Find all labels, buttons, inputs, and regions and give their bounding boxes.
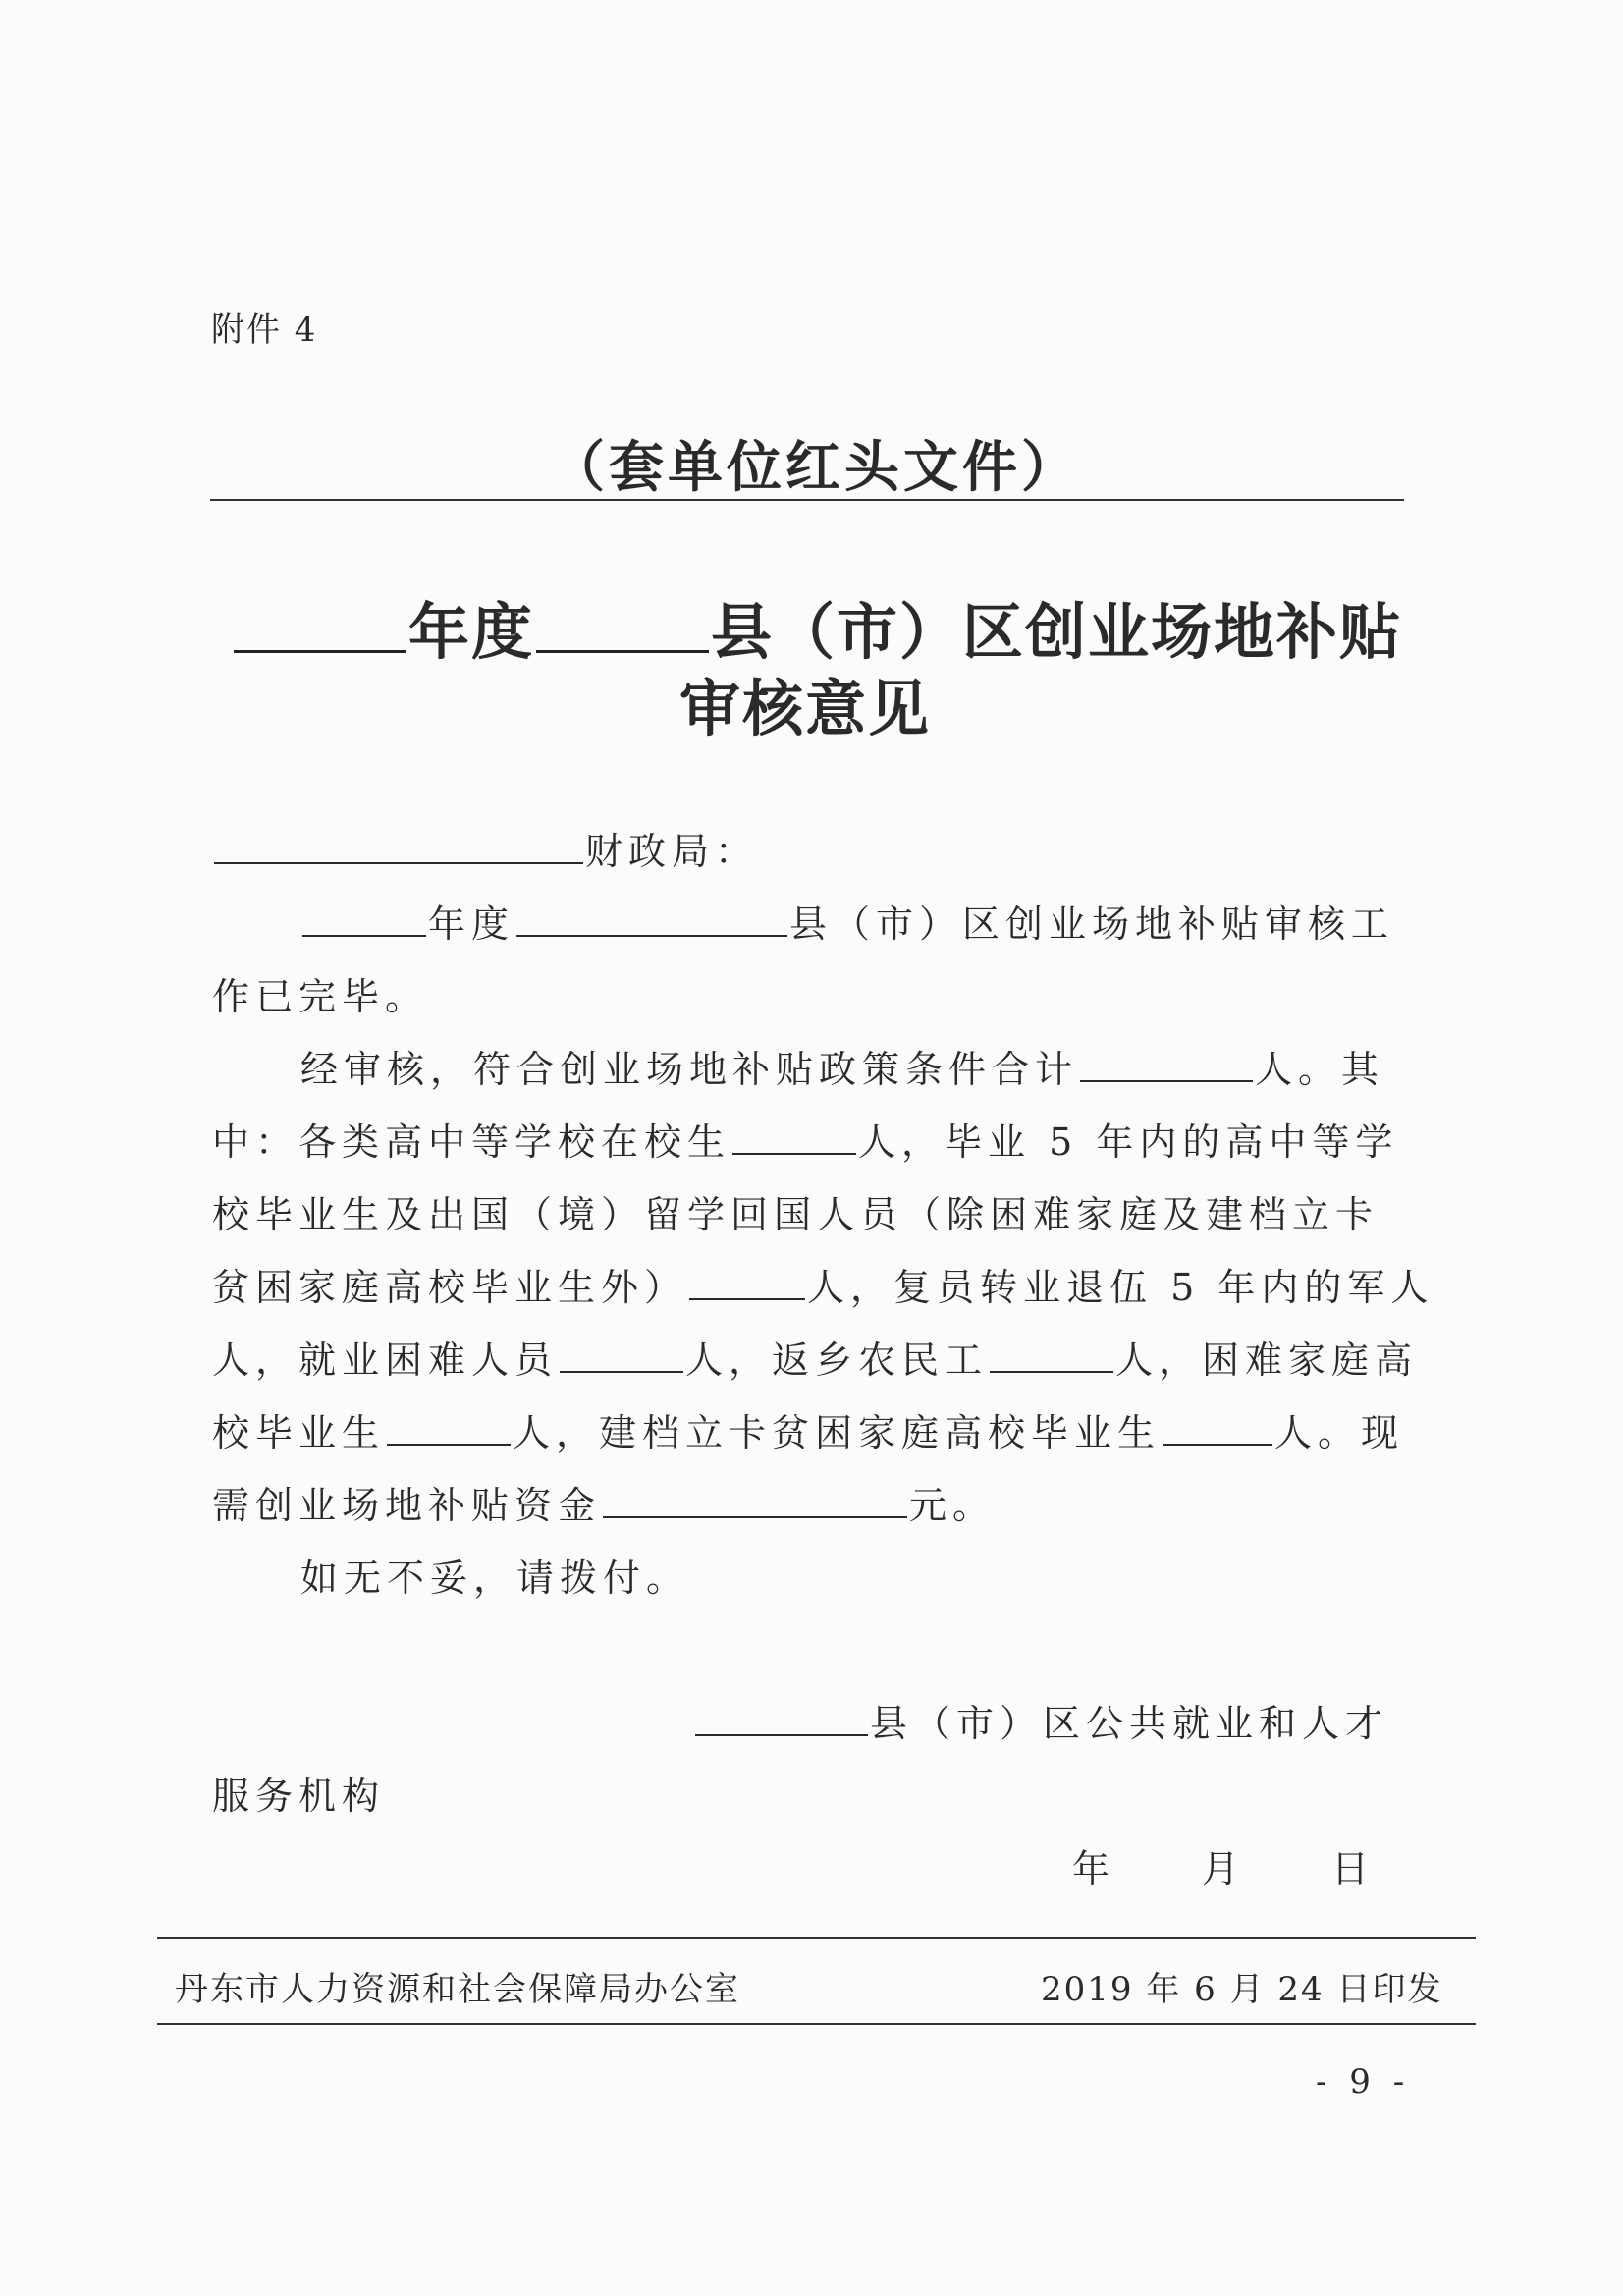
addressee-line — [212, 821, 758, 875]
signature-line2: 服务机构 — [212, 1775, 386, 1818]
footer-rule-top — [157, 1937, 1476, 1939]
para2-l5a: 人，就业困难人员 — [212, 1339, 559, 1382]
para2-l4a: 贫困家庭高校毕业生外） — [212, 1266, 688, 1309]
addressee-blank — [214, 861, 583, 864]
para2-line1 — [300, 1039, 1384, 1093]
para2-l4b: 人，复员转业退伍 5 年内的军人 — [807, 1266, 1434, 1309]
para2-l5b: 人，返乡农民工 — [685, 1339, 989, 1382]
para2-line4 — [212, 1257, 1434, 1311]
addressee-text: 财政局： — [585, 830, 759, 873]
para2-l6c: 人。现 — [1274, 1411, 1405, 1454]
signature-county-blank — [695, 1733, 868, 1736]
para2-line2 — [212, 1112, 1398, 1166]
para2-line3: 校毕业生及出国（境）留学回国人员（除困难家庭及建档立卡 — [212, 1193, 1380, 1236]
para1-text: 县（市）区创业场地补贴审核工 — [789, 902, 1395, 946]
footer-rule-bottom — [157, 2023, 1476, 2025]
title-year-label: 年度 — [408, 596, 535, 668]
para2-l7b: 元。 — [909, 1484, 997, 1527]
total-count-blank — [1080, 1079, 1253, 1082]
title-year-blank — [234, 649, 406, 653]
signature-line1 — [693, 1693, 1388, 1747]
page-number: - 9 - — [1316, 2062, 1411, 2102]
header-rule — [210, 499, 1404, 501]
para1-year-blank — [302, 934, 426, 937]
students-count-blank — [732, 1152, 856, 1155]
red-header-placeholder: （套单位红头文件） — [550, 436, 1080, 500]
attachment-label: 附件 4 — [211, 310, 318, 350]
para2-l7a: 需创业场地补贴资金 — [212, 1484, 602, 1527]
para2-line5 — [212, 1330, 1418, 1384]
para2-line7 — [212, 1475, 996, 1529]
para2-l1a: 经审核，符合创业场地补贴政策条件合计 — [300, 1048, 1079, 1091]
para1-year-label: 年度 — [428, 902, 515, 946]
poor-family-grad-blank — [387, 1443, 511, 1446]
para2-l6b: 人，建档立卡贫困家庭高校毕业生 — [513, 1411, 1162, 1454]
graduates-count-blank — [689, 1297, 805, 1300]
para2-line6 — [212, 1402, 1404, 1456]
para2-l6a: 校毕业生 — [212, 1411, 386, 1454]
para1-county-blank — [516, 934, 787, 937]
para1-line2: 作已完毕。 — [212, 975, 429, 1018]
footer-date: 2019 年 6 月 24 日印发 — [1041, 1970, 1443, 2009]
subsidy-amount-blank — [603, 1515, 907, 1518]
footer-issuer: 丹东市人力资源和社会保障局办公室 — [175, 1970, 740, 2009]
hardship-count-blank — [560, 1370, 683, 1373]
document-title-line1 — [232, 583, 1402, 671]
signature-date: 年 月 日 — [1072, 1847, 1376, 1890]
title-county-blank — [536, 649, 709, 653]
para2-l2b: 人，毕业 5 年内的高中等学 — [858, 1121, 1399, 1164]
registered-poor-grad-blank — [1163, 1443, 1272, 1446]
para2-l5c: 人，困难家庭高 — [1115, 1339, 1419, 1382]
para3: 如无不妥，请拨付。 — [300, 1557, 690, 1600]
migrant-count-blank — [990, 1370, 1113, 1373]
signature-org-text: 县（市）区公共就业和人才 — [870, 1702, 1389, 1745]
title-main-text: 县（市）区创业场地补贴 — [711, 596, 1403, 668]
para1-line1 — [300, 894, 1394, 948]
para2-l1b: 人。其 — [1255, 1048, 1385, 1091]
para2-l2a: 中：各类高中等学校在校生 — [212, 1121, 731, 1164]
document-title-line2: 审核意见 — [679, 673, 932, 744]
